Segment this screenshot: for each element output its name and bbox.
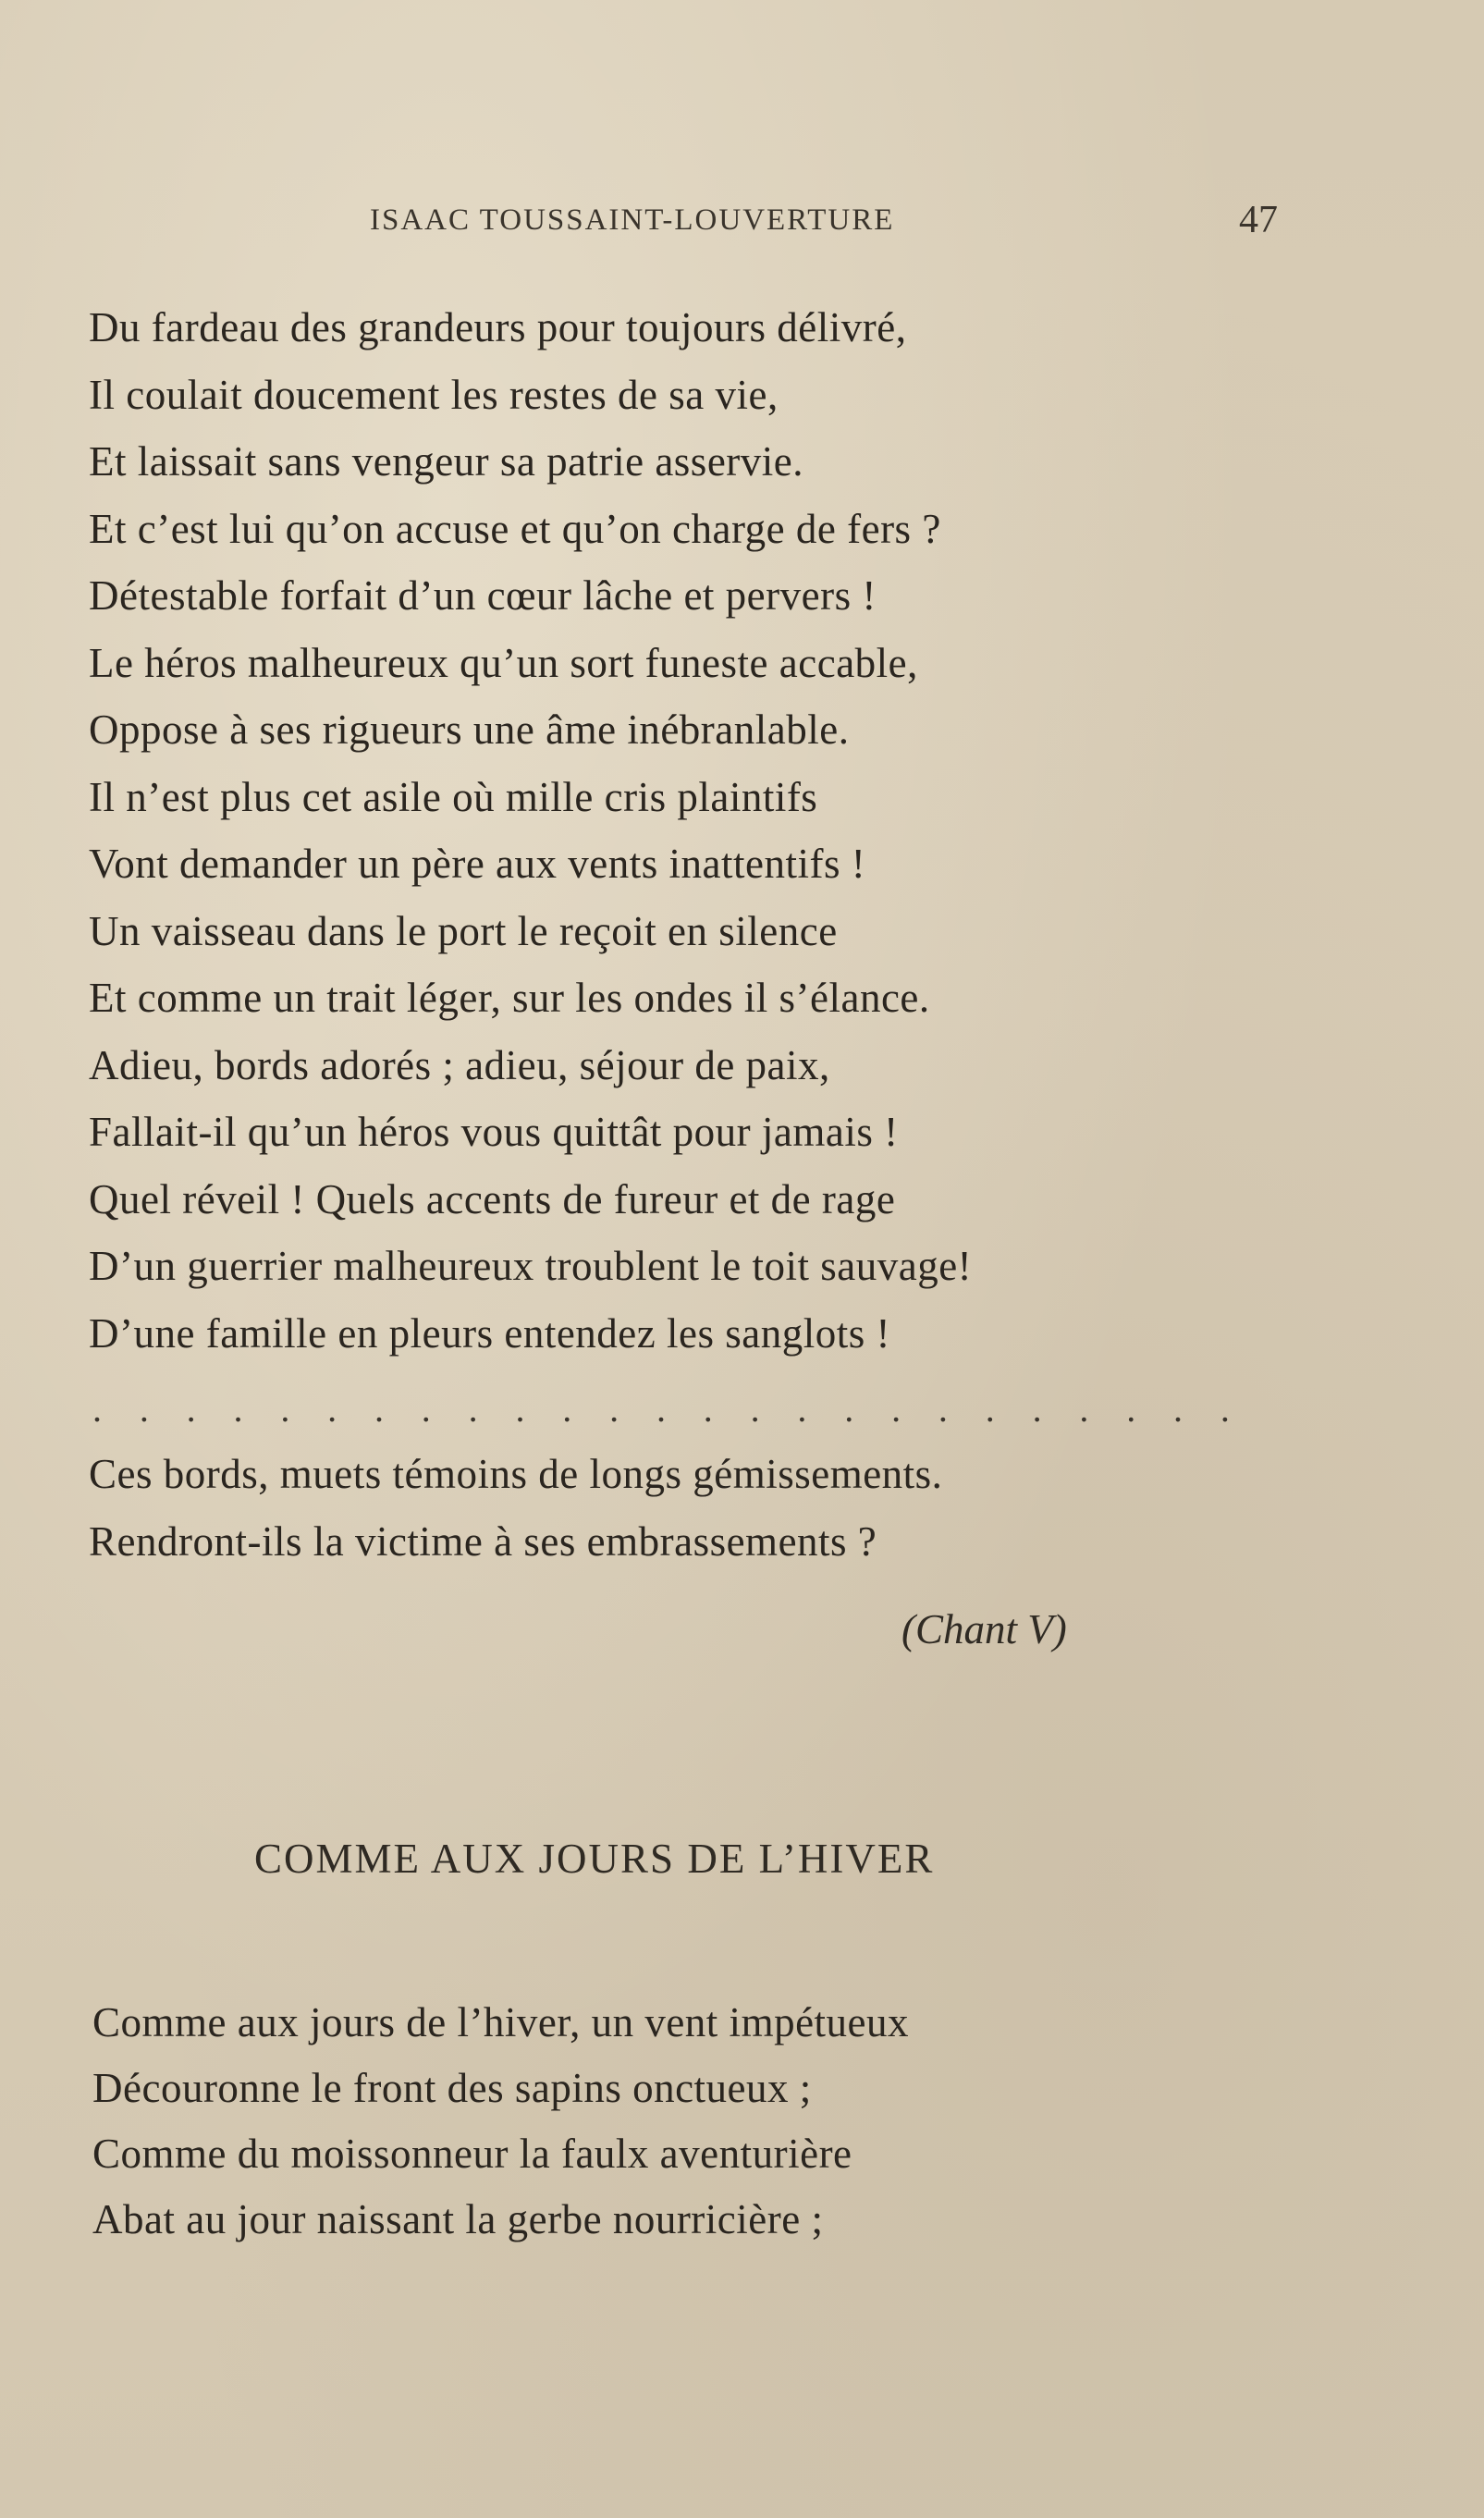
ellipsis-dot: . [92,1388,102,1430]
poem-title: COMME AUX JOURS DE L’HIVER [254,1836,935,1882]
verse-line: Détestable forfait d’un cœur lâche et pervers ! [89,572,877,619]
ellipsis-dot: . [1079,1388,1089,1430]
ellipsis-dot: . [1032,1388,1042,1430]
ellipsis-dot: . [656,1388,666,1430]
verse-line: Comme du moissonneur la faulx aventurière [92,2131,852,2177]
verse-line: D’un guerrier malheureux troublent le toit sauvage! [89,1243,973,1289]
verse-line: Abat au jour naissant la gerbe nourricière ; [92,2196,824,2242]
verse-line: Il coulait doucement les restes de sa vie, [89,371,779,418]
verse-line: Et c’est lui qu’on accuse et qu’on charge de fers ? [89,505,941,552]
verse-line: Quel réveil ! Quels accents de fureur et de rage [89,1175,896,1222]
ellipsis-dot: . [891,1388,901,1430]
ellipsis-dot: . [985,1388,995,1430]
ellipsis-dot: . [938,1388,948,1430]
verse-line: Et comme un trait léger, sur les ondes il s’élance. [89,975,930,1021]
poem-verse-block [92,1990,1294,2253]
ellipsis-dot: . [233,1388,243,1430]
ellipsis-dot: . [327,1388,337,1430]
ellipsis-dot: . [280,1388,290,1430]
ellipsis-dot: . [515,1388,525,1430]
ellipsis-dot: . [844,1388,854,1430]
verse-line: Et laissait sans vengeur sa patrie asservie. [89,438,804,485]
ellipsis-dot: . [797,1388,807,1430]
excerpt-verse-block [89,294,1291,1367]
ellipsis-dot: . [1126,1388,1136,1430]
verse-line: Oppose à ses rigueurs une âme inébranlable. [89,706,850,753]
ellipsis-dot: . [562,1388,572,1430]
verse-line: Il n’est plus cet asile où mille cris plaintifs [89,773,818,820]
excerpt-closing-verses [89,1441,1291,1575]
ellipsis-dot: . [468,1388,478,1430]
verse-line: Du fardeau des grandeurs pour toujours délivré, [89,304,907,350]
running-head: ISAAC TOUSSAINT-LOUVERTURE [370,203,895,237]
ellipsis-dot: . [186,1388,196,1430]
ellipsis-dot: . [750,1388,760,1430]
verse-line: Comme aux jours de l’hiver, un vent impétueux [92,1999,910,2045]
chant-attribution: (Chant V) [901,1606,1067,1652]
ellipsis-dot: . [139,1388,149,1430]
verse-line: Ces bords, muets témoins de longs gémissements. [89,1451,943,1497]
page-number: 47 [1239,199,1278,241]
ellipsis-dot: . [374,1388,384,1430]
ellipsis-dot: . [1220,1388,1230,1430]
verse-line: Fallait-il qu’un héros vous quittât pour jamais ! [89,1109,899,1155]
ellipsis-dot: . [1173,1388,1184,1430]
ellipsis-dot: . [609,1388,619,1430]
verse-line: Rendront-ils la victime à ses embrassements ? [89,1517,877,1565]
verse-line: D’une famille en pleurs entendez les sanglots ! [89,1309,890,1357]
verse-line: Le héros malheureux qu’un sort funeste accable, [89,639,918,686]
verse-line: Découronne le front des sapins onctueux ; [92,2065,812,2111]
ellipsis-dot: . [703,1388,713,1430]
verse-line: Adieu, bords adorés ; adieu, séjour de paix, [89,1041,830,1088]
ellipsis-separator [92,1387,1230,1431]
verse-line: Vont demander un père aux vents inattentifs ! [89,841,866,887]
verse-line: Un vaisseau dans le port le reçoit en silence [89,907,838,954]
ellipsis-dot: . [421,1388,431,1430]
